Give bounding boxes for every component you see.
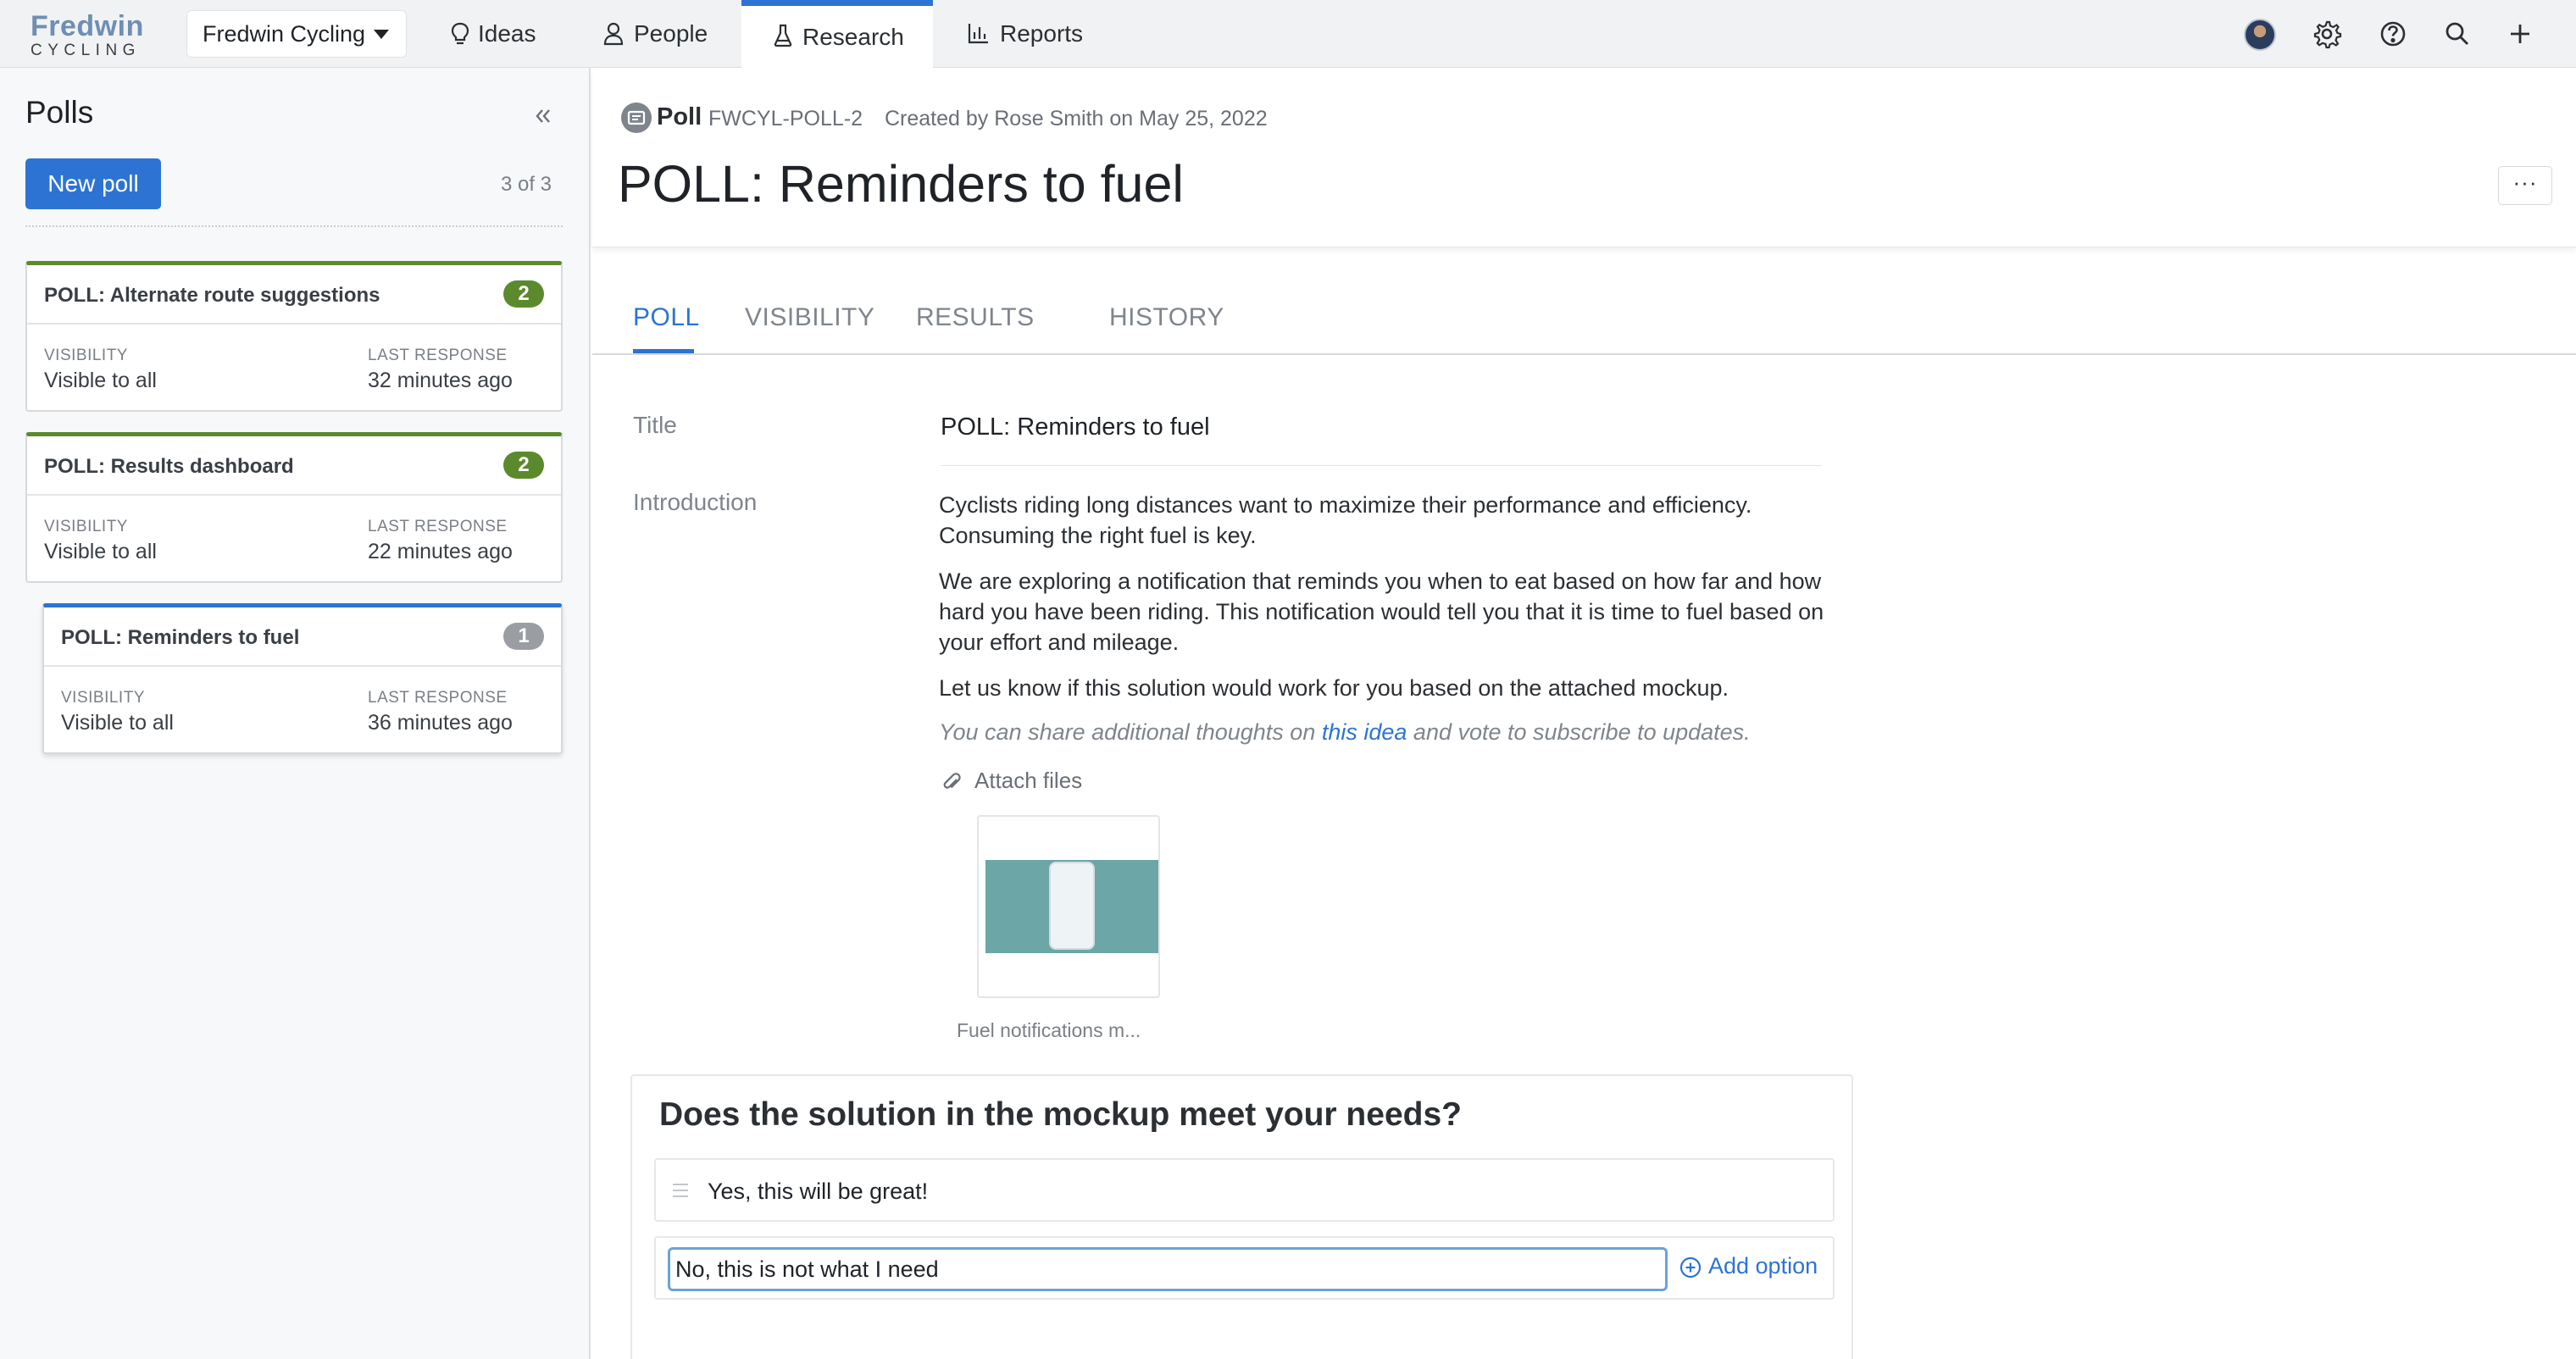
new-poll-button[interactable]: New poll: [25, 158, 161, 209]
introduction-field-label: Introduction: [633, 489, 758, 515]
nav-tab-research[interactable]: [741, 0, 933, 68]
tab-results[interactable]: RESULTS: [916, 303, 1035, 331]
phone-mockup-graphic: [1049, 862, 1095, 950]
poll-option-text: Yes, this will be great!: [708, 1179, 929, 1204]
flask-icon: [774, 24, 792, 47]
nav-tab-people[interactable]: [602, 0, 720, 68]
sidebar-divider: [25, 225, 563, 227]
last-response-value: 36 minutes ago: [368, 711, 513, 735]
intro-paragraph: Let us know if this solution would work for you based on the attached mockup.: [939, 675, 1729, 701]
intro-paragraph: Cyclists riding long distances want to maximize their performance and efficiency. Consuming the right fuel is key.: [939, 492, 1752, 548]
poll-icon: [621, 103, 652, 133]
response-count-badge: 2: [503, 452, 544, 479]
created-by: Created by Rose Smith on May 25, 2022: [885, 107, 1268, 130]
last-response-label: LAST RESPONSE: [368, 518, 508, 535]
user-avatar[interactable]: [2244, 19, 2276, 51]
response-count-badge: 1: [503, 623, 544, 650]
poll-question[interactable]: Does the solution in the mockup meet your needs?: [659, 1096, 1462, 1133]
poll-glyph-icon: [621, 103, 652, 133]
last-response-value: 32 minutes ago: [368, 369, 513, 392]
nav-tab-people-label: People: [634, 20, 708, 47]
poll-count: 3 of 3: [500, 173, 552, 196]
help-icon[interactable]: [2378, 19, 2408, 49]
poll-card-title: POLL: Reminders to fuel: [61, 626, 300, 649]
page-title[interactable]: POLL: Reminders to fuel: [618, 155, 1184, 213]
poll-card-selected[interactable]: [42, 603, 563, 754]
more-options-button[interactable]: ···: [2498, 166, 2552, 205]
attach-files-label: Attach files: [974, 768, 1083, 793]
attachment-thumbnail[interactable]: [977, 815, 1160, 998]
tab-poll[interactable]: POLL: [633, 303, 700, 331]
add-option-label: Add option: [1708, 1253, 1818, 1279]
top-nav: [0, 0, 2576, 68]
tab-history[interactable]: HISTORY: [1109, 303, 1224, 331]
visibility-value: Visible to all: [44, 369, 157, 392]
poll-card[interactable]: [25, 432, 563, 583]
polls-sidebar: [0, 68, 591, 1359]
record-header: [592, 68, 2576, 247]
collapse-sidebar-icon[interactable]: [529, 102, 558, 130]
tab-visibility[interactable]: VISIBILITY: [745, 303, 875, 331]
visibility-value: Visible to all: [61, 711, 174, 735]
sidebar-title: Polls: [25, 95, 94, 130]
nav-tab-ideas[interactable]: [447, 0, 541, 68]
last-response-label: LAST RESPONSE: [368, 689, 508, 707]
poll-card-title: POLL: Alternate route suggestions: [44, 284, 380, 307]
poll-card-header: [44, 607, 561, 667]
lightbulb-icon: [451, 22, 469, 46]
record-type: Poll: [657, 103, 702, 130]
introduction-field-value[interactable]: [939, 490, 1837, 551]
field-divider: [941, 465, 1822, 466]
record-tabs: [592, 286, 2576, 355]
gear-icon[interactable]: [2312, 19, 2342, 49]
person-icon: [603, 22, 624, 46]
caret-down-icon: [374, 30, 389, 39]
attachment-filename: Fuel notifications m...: [957, 1019, 1141, 1041]
title-field-value[interactable]: POLL: Reminders to fuel: [941, 413, 1210, 441]
intro-note: You can share additional thoughts on: [939, 719, 1322, 745]
introduction-paragraph-4: [939, 717, 1837, 747]
new-option-input[interactable]: [668, 1247, 1668, 1291]
mockup-image: [985, 860, 1158, 953]
workspace-selector[interactable]: [186, 10, 407, 58]
poll-detail: [592, 68, 2576, 1359]
bar-chart-icon: [968, 22, 990, 44]
poll-card-title: POLL: Results dashboard: [44, 455, 294, 478]
plus-icon[interactable]: [2505, 19, 2535, 49]
introduction-paragraph-3: [939, 673, 1837, 703]
logo-subtitle: CYCLING: [31, 42, 141, 59]
poll-question-card: [630, 1074, 1853, 1359]
nav-tab-reports[interactable]: [966, 0, 1093, 68]
intro-note-tail: and vote to subscribe to updates.: [1407, 719, 1751, 745]
visibility-label: VISIBILITY: [61, 689, 145, 707]
record-reference[interactable]: FWCYL-POLL-2: [708, 107, 863, 130]
drag-handle-icon[interactable]: [671, 1182, 690, 1199]
app-logo[interactable]: [31, 12, 144, 59]
poll-card-header: [27, 436, 561, 496]
visibility-value: Visible to all: [44, 540, 157, 563]
nav-tab-reports-label: Reports: [1000, 20, 1084, 47]
introduction-paragraph-2: [939, 566, 1837, 657]
plus-circle-icon: [1679, 1256, 1702, 1279]
title-field-label: Title: [633, 412, 677, 438]
search-icon[interactable]: [2442, 19, 2473, 49]
poll-option[interactable]: [654, 1158, 1835, 1222]
nav-tab-research-label: Research: [802, 24, 904, 50]
workspace-label: Fredwin Cycling: [203, 21, 366, 47]
paperclip-icon: [941, 771, 963, 793]
idea-link[interactable]: this idea: [1321, 719, 1407, 745]
response-count-badge: 2: [503, 280, 544, 308]
active-tab-indicator: [633, 349, 694, 353]
intro-paragraph: We are exploring a notification that reminds you when to eat based on how far and how hard you have been riding. This notification would tell you that it is time to fuel based on your effort and mileage.: [939, 569, 1824, 655]
last-response-label: LAST RESPONSE: [368, 347, 508, 364]
new-option-row: [654, 1236, 1835, 1300]
last-response-value: 22 minutes ago: [368, 540, 513, 563]
visibility-label: VISIBILITY: [44, 347, 128, 364]
nav-tab-ideas-label: Ideas: [478, 20, 536, 47]
poll-card-header: [27, 265, 561, 324]
poll-card[interactable]: [25, 261, 563, 412]
visibility-label: VISIBILITY: [44, 518, 128, 535]
logo-wordmark: Fredwin: [31, 10, 144, 42]
